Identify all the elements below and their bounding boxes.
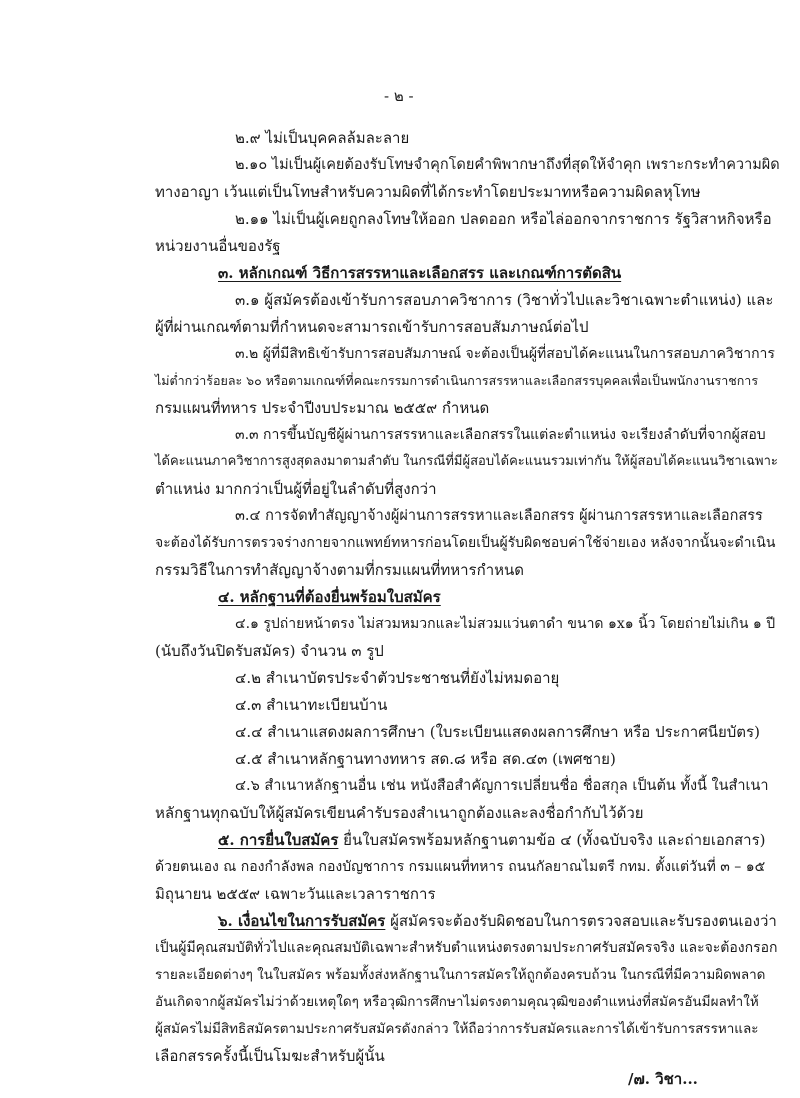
clause-4-1: ๔.๑ รูปถ่ายหน้าตรง ไม่สวมหมวกและไม่สวมแว่นตาดำ ขนาด ๑x๑ นิ้ว โดยถ่ายไม่เกิน ๑ ปี [235,616,776,632]
clause-4-6: ๔.๖ สำเนาหลักฐานอื่น เช่น หนังสือสำคัญการเปลี่ยนชื่อ ชื่อสกุล เป็นต้น ทั้งนี้ ในสำเนา [235,778,769,794]
clause-3-3-cont2: ตำแหน่ง มากกว่าเป็นผู้ที่อยู่ในลำดับที่สูงกว่า [155,480,437,498]
clause-2-10: ๒.๑๐ ไม่เป็นผู้เคยต้องรับโทษจำคุกโดยคำพิพากษาถึงที่สุดให้จำคุก เพราะกระทำความผิด [235,157,780,173]
continuation-marker: /๗. วิชา... [628,1070,698,1088]
clause-3-1-cont: ผู้ที่ผ่านเกณฑ์ตามที่กำหนดจะสามารถเข้ารับการสอบสัมภาษณ์ต่อไป [155,318,589,336]
clause-3-2-cont: ไม่ต่ำกว่าร้อยละ ๖๐ หรือตามเกณฑ์ที่คณะกรรมการดำเนินการสรรหาและเลือกสรรบุคคลเพื่อเป็นพนักงานราชการ [155,373,759,388]
section-4-heading: ๔. หลักฐานที่ต้องยื่นพร้อมใบสมัคร [218,588,441,606]
clause-3-2: ๓.๒ ผู้ที่มีสิทธิเข้ารับการสอบสัมภาษณ์ จะต้องเป็นผู้ที่สอบได้คะแนนในการสอบภาควิชาการ [235,346,775,362]
clause-3-2-cont2: กรมแผนที่ทหาร ประจำปีงบประมาณ ๒๕๕๙ กำหนด [155,399,490,417]
section-5-cont2: มิถุนายน ๒๕๕๙ เฉพาะวันและเวลาราชการ [155,885,436,903]
section-6-heading: ๖. เงื่อนไขในการรับสมัคร [218,912,386,930]
clause-2-11-cont: หน่วยงานอื่นของรัฐ [155,237,281,255]
clause-3-4-cont2: กรรมวิธีในการทำสัญญาจ้างตามที่กรมแผนที่ทหารกำหนด [155,561,524,579]
clause-4-5: ๔.๕ สำเนาหลักฐานทางทหาร สด.๘ หรือ สด.๔๓ (เพศชาย) [235,750,616,768]
clause-4-3: ๔.๓ สำเนาทะเบียนบ้าน [235,696,388,714]
section-6-cont: เป็นผู้มีคุณสมบัติทั่วไปและคุณสมบัติเฉพาะสำหรับตำแหน่งตรงตามประกาศรับสมัครจริง และจะต้องกรอก [155,940,778,956]
section-6-cont5: เลือกสรรครั้งนี้เป็นโมฆะสำหรับผู้นั้น [155,1047,385,1065]
clause-3-1: ๓.๑ ผู้สมัครต้องเข้ารับการสอบภาควิชาการ (วิชาทั่วไปและวิชาเฉพาะตำแหน่ง) และ [235,291,774,309]
clause-3-4: ๓.๔ การจัดทำสัญญาจ้างผู้ผ่านการสรรหาและเลือกสรร ผู้ผ่านการสรรหาและเลือกสรร [235,508,763,524]
page-number: - ๒ - [384,87,414,105]
clause-3-3: ๓.๓ การขึ้นบัญชีผู้ผ่านการสรรหาและเลือกสรรในแต่ละตำแหน่ง จะเรียงลำดับที่จากผู้สอบ [235,427,766,443]
clause-4-4: ๔.๔ สำเนาแสดงผลการศึกษา (ใบระเบียนแสดงผลการศึกษา หรือ ประกาศนียบัตร) [235,723,760,741]
section-3-heading: ๓. หลักเกณฑ์ วิธีการสรรหาและเลือกสรร และเกณฑ์การตัดสิน [218,264,622,282]
section-6-line [218,910,777,932]
clause-4-2: ๔.๒ สำเนาบัตรประจำตัวประชาชนที่ยังไม่หมดอายุ [235,669,560,687]
section-5-text: ยื่นใบสมัครพร้อมหลักฐานตามข้อ ๔ (ทั้งฉบับจริง และถ่ายเอกสาร) [338,831,766,849]
clause-4-1-cont: (นับถึงวันปิดรับสมัคร) จำนวน ๓ รูป [155,642,384,660]
section-6-cont3: อันเกิดจากผู้สมัครไม่ว่าด้วยเหตุใดๆ หรือวุฒิการศึกษาไม่ตรงตามคุณวุฒิของตำแหน่งที่สมัครอันมีผลทำให้ [155,994,759,1010]
clause-3-3-cont: ได้คะแนนภาควิชาการสูงสุดลงมาตามลำดับ ในกรณีที่มีผู้สอบได้คะแนนรวมเท่ากัน ให้ผู้สอบได้คะแนนวิชาเฉพาะ [155,454,778,469]
section-5-line [218,829,766,851]
section-5-heading: ๕. การยื่นใบสมัคร [218,831,339,849]
clause-3-4-cont: จะต้องได้รับการตรวจร่างกายจากแพทย์ทหารก่อนโดยเป็นผู้รับผิดชอบค่าใช้จ่ายเอง หลังจากนั้นจะดำเนิน [155,535,776,551]
clause-2-10-cont: ทางอาญา เว้นแต่เป็นโทษสำหรับความผิดที่ได้กระทำโดยประมาทหรือความผิดลหุโทษ [155,183,701,201]
clause-2-9: ๒.๙ ไม่เป็นบุคคลล้มละลาย [235,129,410,147]
section-6-cont2: รายละเอียดต่างๆ ในใบสมัคร พร้อมทั้งส่งหลักฐานในการสมัครให้ถูกต้องครบถ้วน ในกรณีที่มีความผิดพลาด [155,967,766,983]
section-6-cont4: ผู้สมัครไม่มีสิทธิสมัครตามประกาศรับสมัครดังกล่าว ให้ถือว่าการรับสมัครและการได้เข้ารับการสรรหาและ [155,1021,759,1037]
clause-2-11: ๒.๑๑ ไม่เป็นผู้เคยถูกลงโทษให้ออก ปลดออก หรือไล่ออกจากราชการ รัฐวิสาหกิจหรือ [235,210,772,228]
section-5-cont: ด้วยตนเอง ณ กองกำลังพล กองบัญชาการ กรมแผนที่ทหาร ถนนกัลยาณไมตรี กทม. ตั้งแต่วันที่ ๓ – ๑๕ [155,859,766,875]
clause-4-6-cont: หลักฐานทุกฉบับให้ผู้สมัครเขียนคำรับรองสำเนาถูกต้องและลงชื่อกำกับไว้ด้วย [155,804,644,822]
section-6-text: ผู้สมัครจะต้องรับผิดชอบในการตรวจสอบและรับรองตนเองว่า [385,912,777,930]
